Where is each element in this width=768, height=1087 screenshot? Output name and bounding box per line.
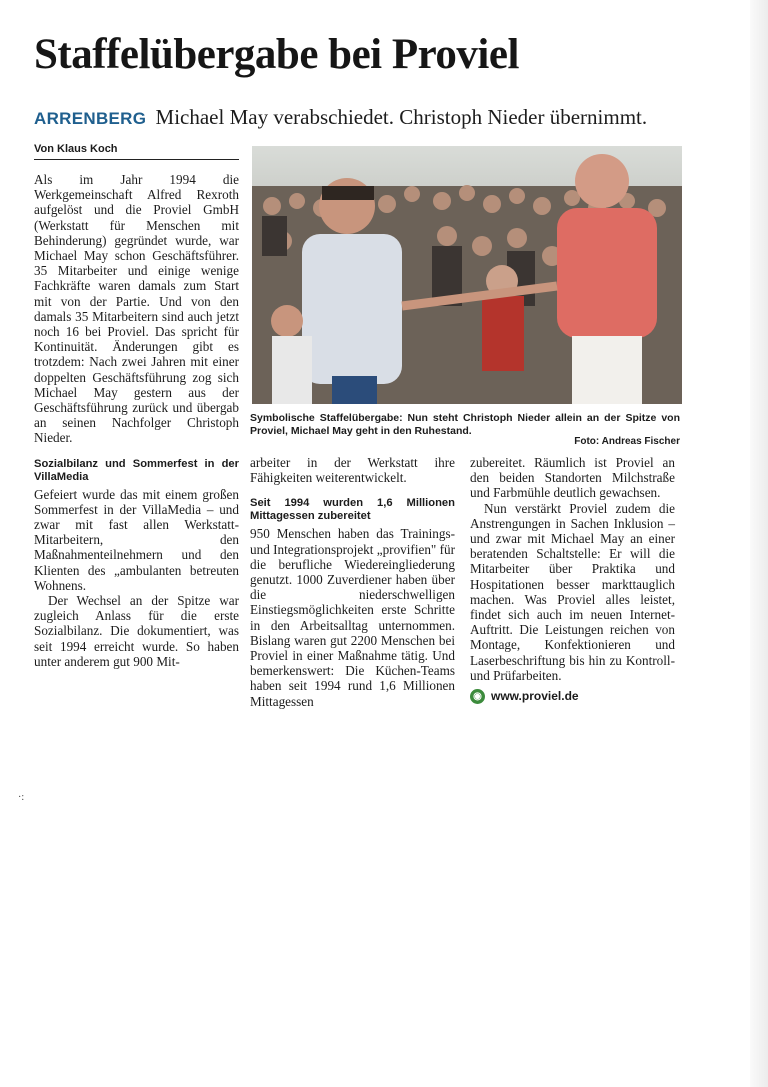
- paragraph: Nun verstärkt Proviel zudem die Anstrengungen in Sachen Inklusion – und zwar mit Michael May an einer beratenden Schaltstelle: Er will die Mitarbeiter über Praktika und Hospitationen besser markttauglich machen. Was Proviel alles leistet, findet sich auch im neuen Internet-Auftritt. Die Leistungen reichen von Montage, Konfektionieren und Laserbeschriftung bis hin zu Kontroll- und Prüfarbeiten.: [470, 500, 675, 683]
- scan-edge: [750, 0, 768, 1087]
- web-link-row: [470, 689, 675, 704]
- scan-mark: ·:: [18, 792, 25, 803]
- column-2: [250, 455, 455, 709]
- article-subheadline: Michael May verabschiedet. Christoph Nieder übernimmt.: [155, 105, 648, 129]
- article-headline: Staffelübergabe bei Proviel: [34, 31, 519, 78]
- globe-icon: ◉: [470, 689, 485, 704]
- paragraph: arbeiter in der Werkstatt ihre Fähigkeiten weiterentwickelt.: [250, 455, 455, 486]
- paragraph: Als im Jahr 1994 die Werkgemeinschaft Alfred Rexroth aufgelöst und die Proviel GmbH (Werkstatt für Menschen mit Behinderung) gegründet wurde, war Michael May schon Geschäftsführer. 35 Mitarbeiter und einige wenige Fachkräfte waren damals zum Start mit von der Partie. Und von den damals 35 Mitarbeitern sind auch jetzt noch 16 bei Proviel. Das spricht für Kontinuität. Änderungen gibt es trotzdem: Nach zwei Jahren mit einer doppelten Geschäftsführung zog sich Michael May gestern aus der Geschäftsführung zurück und übergab an seinen Nachfolger Christoph Nieder.: [34, 172, 239, 446]
- paragraph: zubereitet. Räumlich ist Proviel an den beiden Standorten Milchstraße und Farbmühle deutlich gewachsen.: [470, 455, 675, 501]
- photo-caption: Symbolische Staffelübergabe: Nun steht Christoph Nieder allein an der Spitze von Proviel, Michael May geht in den Ruhestand.: [250, 412, 680, 437]
- article-photo: [252, 146, 682, 404]
- paragraph: Gefeiert wurde das mit einem großen Sommerfest in der VillaMedia – und zwar mit fast allen Werkstatt-Mitarbeitern, den Maßnahmenteilnehmern und den Klienten des „ambulanten betreuten Wohnens.: [34, 486, 239, 593]
- column-3: [470, 455, 675, 704]
- web-link[interactable]: www.proviel.de: [491, 689, 579, 704]
- photo-credit: Foto: Andreas Fischer: [574, 436, 680, 447]
- article-subheadline-row: [34, 104, 647, 132]
- byline: Von Klaus Koch: [34, 142, 239, 160]
- photo-illustration: [252, 146, 682, 404]
- column-1: [34, 172, 239, 669]
- subheading: Sozialbilanz und Sommerfest in der VillaMedia: [34, 457, 239, 483]
- subheading: Seit 1994 wurden 1,6 Millionen Mittagessen zubereitet: [250, 497, 455, 523]
- location-kicker: ARRENBERG: [34, 109, 147, 128]
- paragraph: Der Wechsel an der Spitze war zugleich Anlass für die erste Sozialbilanz. Die dokumentiert, was seit 1994 erreicht wurde. So haben unter anderem gut 900 Mit-: [34, 593, 239, 669]
- paragraph: 950 Menschen haben das Trainings- und Integrationsprojekt „provifien" für die berufliche Wiedereingliederung genutzt. 1000 Zuverdiener haben über die niederschwelligen Einstiegsmöglichkeiten erste Schritte in den Arbeitsalltag unternommen. Bislang waren gut 2200 Menschen bei Proviel in einer Maßnahme tätig. Und bemerkenswert: Die Küchen-Teams haben seit 1994 rund 1,6 Millionen Mittagessen: [250, 526, 455, 709]
